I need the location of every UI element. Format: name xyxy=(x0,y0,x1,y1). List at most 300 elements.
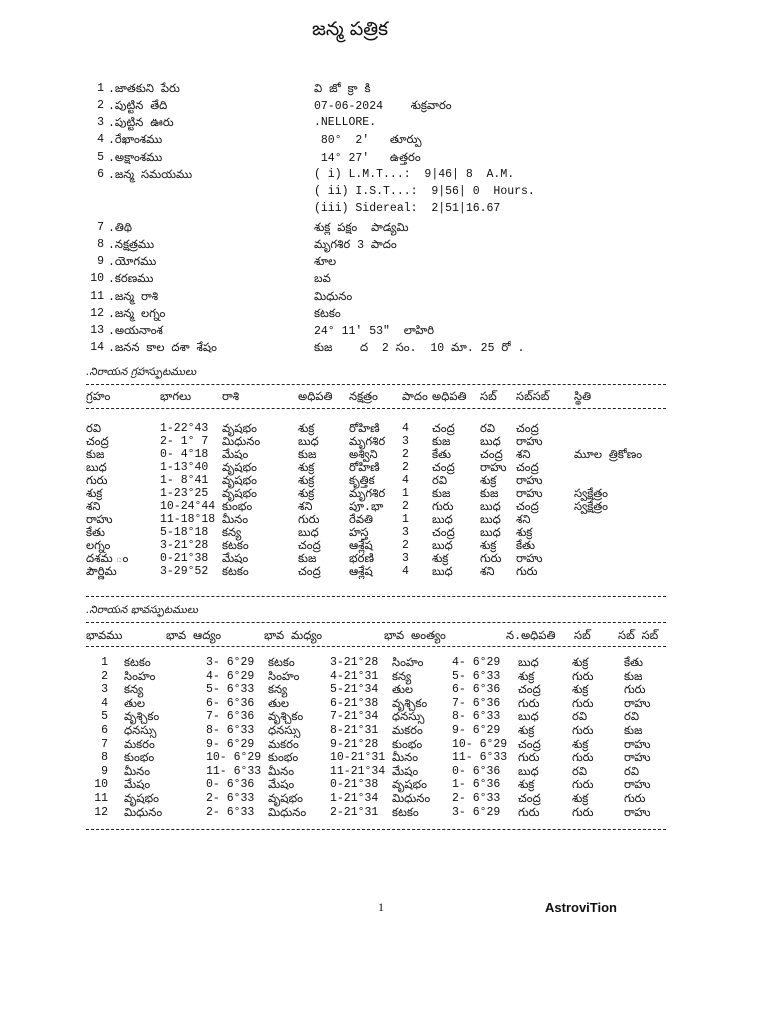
bhava-section-title: .నిరాయన భావస్ఫుటములు xyxy=(86,604,198,616)
detail-label: .కరణము xyxy=(108,273,154,286)
bhava-cell: 5 xyxy=(101,710,108,724)
planet-cell: 11-18°18 xyxy=(160,513,216,526)
detail-label: .అయనాంశ xyxy=(108,325,163,338)
planet-cell: 0- 4°18 xyxy=(160,448,209,461)
bhava-cell: గురు xyxy=(624,793,646,806)
divider xyxy=(86,384,666,385)
bhava-row xyxy=(0,765,768,779)
bhava-cell: 7- 6°36 xyxy=(452,696,501,710)
planet-row xyxy=(0,552,768,566)
bhava-cell: 1-21°34 xyxy=(330,792,379,805)
bhava-cell: కుంభం xyxy=(392,738,423,752)
bhava-cell: 0- 6°36 xyxy=(452,764,501,778)
bhava-cell: మిధునం xyxy=(124,806,163,820)
bhava-cell: చంద్ర xyxy=(518,738,541,752)
planet-cell: బుధ xyxy=(480,501,501,514)
detail-label: .రేఖాంశము xyxy=(108,134,163,147)
planet-row xyxy=(0,539,768,553)
planet-cell: 2 xyxy=(402,448,409,461)
planet-cell: కేతు xyxy=(86,527,105,540)
planet-cell: బుధ xyxy=(432,566,453,579)
bhava-col-header: సబ్ సబ్ xyxy=(618,630,659,643)
planet-cell: వృషభం xyxy=(222,488,257,501)
planet-cell: ఆశ్లేష xyxy=(349,566,373,579)
bhava-cell: 1 xyxy=(101,656,108,669)
bhava-row xyxy=(0,738,768,752)
planet-cell: శుక్ర xyxy=(298,488,315,501)
bhava-row xyxy=(0,792,768,806)
planet-cell: బుధ xyxy=(480,436,501,449)
bhava-cell: మీనం xyxy=(392,752,419,766)
divider xyxy=(86,829,666,830)
bhava-cell: 9- 6°29 xyxy=(206,737,255,751)
planet-cell: రాహు xyxy=(516,553,543,566)
planet-cell: శని xyxy=(516,514,531,527)
detail-value: మిధునం xyxy=(314,291,353,304)
bhava-cell: మకరం xyxy=(392,725,423,738)
planet-cell: 1-22°43 xyxy=(160,422,209,435)
planet-cell: 2 xyxy=(402,539,409,552)
bhava-cell: 4 xyxy=(101,696,108,710)
bhava-cell: గురు xyxy=(624,684,646,698)
bhava-cell: కుజ xyxy=(624,725,643,738)
planet-cell: గురు xyxy=(516,566,538,579)
bhava-cell: మిధునం xyxy=(268,806,307,820)
planet-cell: 2 xyxy=(402,500,409,513)
bhava-cell: కన్య xyxy=(268,684,288,698)
planet-cell: కృత్తిక xyxy=(349,475,375,488)
bhava-cell: వృశ్చికం xyxy=(268,711,304,725)
bhava-cell: 10- 6°29 xyxy=(452,737,508,751)
planet-row xyxy=(0,500,768,514)
bhava-cell: చంద్ర xyxy=(518,793,541,806)
detail-label: .పుట్టిన తేది xyxy=(108,100,168,113)
planet-cell: చంద్ర xyxy=(432,423,455,436)
detail-label: .జనన కాల దశా శేషం xyxy=(108,342,217,355)
planet-cell: వృషభం xyxy=(222,475,257,488)
bhava-cell: కటకం xyxy=(268,657,295,670)
bhava-cell: గురు xyxy=(572,779,594,793)
planet-cell: శని xyxy=(298,501,313,514)
planet-cell: కుజ xyxy=(480,488,499,501)
detail-value: ( i) L.M.T...: 9|46| 8 A.M. xyxy=(314,168,515,181)
page-number: 1 xyxy=(378,900,384,914)
bhava-cell: శుక్ర xyxy=(518,779,535,793)
bhava-cell: 3-21°28 xyxy=(330,656,379,669)
bhava-cell: శుక్ర xyxy=(572,738,589,752)
brand-name: AstroviTion xyxy=(545,900,617,915)
bhava-cell: ధనస్సు xyxy=(124,725,157,738)
bhava-cell: గురు xyxy=(572,752,594,766)
planet-cell: భరణి xyxy=(349,553,374,566)
planet-cell: హస్త xyxy=(349,527,369,540)
bhava-cell: శుక్ర xyxy=(518,725,535,738)
planet-cell: ఆశ్లేష xyxy=(349,540,373,553)
bhava-cell: బుధ xyxy=(518,657,539,670)
bhava-cell: కుజ xyxy=(624,670,643,684)
bhava-cell: రాహు xyxy=(624,697,651,711)
bhava-cell: వృషభం xyxy=(124,793,159,806)
bhava-cell: గురు xyxy=(572,806,594,820)
bhava-cell: తుల xyxy=(268,697,290,711)
planet-cell: బుధ xyxy=(86,462,107,475)
detail-value: 07-06-2024 శుక్రవారం xyxy=(314,100,452,113)
bhava-cell: గురు xyxy=(572,670,594,684)
planet-cell: మిధునం xyxy=(222,436,261,449)
detail-value: 24° 11' 53" లాహిరి xyxy=(314,325,435,338)
bhava-row xyxy=(0,778,768,792)
planet-cell: వృషభం xyxy=(222,423,257,436)
planet-cell: రవి xyxy=(480,423,495,436)
bhava-col-header: సబ్ xyxy=(574,630,591,643)
bhava-cell: 5- 6°33 xyxy=(206,683,255,697)
planet-cell: మూల త్రికోణం xyxy=(574,449,643,462)
bhava-cell: 10-21°31 xyxy=(330,751,386,765)
bhava-cell: 5- 6°33 xyxy=(452,669,501,683)
bhava-cell: 10- 6°29 xyxy=(206,751,262,765)
planet-cell: 2 xyxy=(402,461,409,474)
planet-cell: రాహు xyxy=(516,488,543,501)
bhava-cell: 6- 6°36 xyxy=(206,696,255,710)
planet-cell: 3-21°28 xyxy=(160,539,209,552)
planets-col-header: అధిపతి xyxy=(432,391,467,404)
bhava-cell: మీనం xyxy=(268,765,295,779)
bhava-cell: రాహు xyxy=(624,806,651,820)
bhava-cell: 2- 6°33 xyxy=(206,805,255,819)
bhava-cell: కుంభం xyxy=(124,752,155,766)
planets-col-header: గ్రహం xyxy=(86,391,111,404)
bhava-cell: 2- 6°33 xyxy=(206,792,255,805)
planet-cell: రాహు xyxy=(516,436,543,449)
bhava-cell: 3- 6°29 xyxy=(452,805,501,819)
detail-value: శుక్ల పక్షం పాడ్యమి xyxy=(314,222,409,235)
bhava-cell: 10 xyxy=(94,778,108,792)
planet-cell: కుజ xyxy=(432,488,451,501)
detail-number: 2 xyxy=(97,99,104,112)
planets-col-header: అధిపతి xyxy=(298,391,333,404)
planet-row xyxy=(0,487,768,501)
bhava-cell: గురు xyxy=(572,697,594,711)
bhava-cell: రవి xyxy=(624,765,639,779)
bhava-cell: ధనస్సు xyxy=(392,711,425,725)
bhava-cell: శుక్ర xyxy=(518,670,535,684)
detail-value: శూల xyxy=(314,256,337,269)
planet-cell: శుక్ర xyxy=(298,475,315,488)
planet-cell: చంద్ర xyxy=(298,566,321,579)
detail-label: .అక్షాంశము xyxy=(108,152,163,165)
planet-cell: శుక్ర xyxy=(298,423,315,436)
planet-cell: కన్య xyxy=(222,527,242,540)
planet-cell: చంద్ర xyxy=(86,436,109,449)
detail-number: 10 xyxy=(90,272,104,285)
bhava-cell: కేతు xyxy=(624,657,643,670)
detail-label: .తిథి xyxy=(108,222,133,235)
bhava-cell: రవి xyxy=(624,711,639,725)
planet-cell: 2- 1° 7 xyxy=(160,435,209,448)
bhava-cell: 11-21°34 xyxy=(330,764,386,778)
planet-cell: మేషం xyxy=(222,449,249,462)
detail-label: .యోగము xyxy=(108,256,157,269)
planets-col-header: రాశి xyxy=(222,391,240,404)
planets-col-header: సబ్‌సబ్ xyxy=(516,391,550,404)
planet-cell: రోహిణి xyxy=(349,462,380,475)
planet-cell: శుక్ర xyxy=(298,462,315,475)
planet-cell: రాహు xyxy=(516,475,543,488)
bhava-table-header xyxy=(0,629,768,643)
detail-value: ( ii) I.S.T...: 9|56| 0 Hours. xyxy=(314,185,535,198)
bhava-row xyxy=(0,710,768,724)
divider xyxy=(86,596,666,597)
planet-cell: 1- 8°41 xyxy=(160,474,209,487)
planet-cell: 3 xyxy=(402,526,409,539)
planets-col-header: భాగలు xyxy=(160,391,192,404)
detail-number: 6 xyxy=(97,168,104,181)
detail-label: .నక్షత్రము xyxy=(108,239,155,252)
bhava-cell: గురు xyxy=(518,752,540,766)
planet-cell: మృగశిర xyxy=(349,488,386,501)
planets-table-header xyxy=(0,390,768,404)
bhava-col-header: భావ అంత్యం xyxy=(384,630,446,643)
bhava-cell: 3 xyxy=(101,683,108,697)
planet-cell: కేతు xyxy=(516,540,535,553)
planet-row xyxy=(0,435,768,449)
planet-cell: 5-18°18 xyxy=(160,526,209,539)
bhava-cell: వృషభం xyxy=(268,793,303,806)
planet-cell: రాహు xyxy=(86,514,113,527)
planet-row xyxy=(0,513,768,527)
detail-value: వి జో క్రా కి xyxy=(314,83,371,96)
planet-cell: పూ.భా xyxy=(349,501,384,514)
detail-number: 5 xyxy=(97,151,104,164)
bhava-cell: 8- 6°33 xyxy=(452,710,501,724)
planet-cell: స్వక్షేత్రం xyxy=(574,501,608,514)
planet-cell: 4 xyxy=(402,565,409,578)
bhava-cell: బుధ xyxy=(518,765,539,779)
planet-cell: కటకం xyxy=(222,566,249,579)
planet-cell: 1-13°40 xyxy=(160,461,209,474)
planet-cell: 10-24°44 xyxy=(160,500,216,513)
detail-number: 1 xyxy=(97,82,104,95)
planet-cell: కేతు xyxy=(432,449,451,462)
bhava-cell: కటకం xyxy=(392,806,419,820)
bhava-cell: సింహం xyxy=(124,670,156,684)
planet-cell: శుక్ర xyxy=(516,527,533,540)
planet-cell: కటకం xyxy=(222,540,249,553)
planet-cell: మేషం xyxy=(222,553,249,566)
bhava-cell: కుంభం xyxy=(268,752,299,766)
detail-number: 9 xyxy=(97,255,104,268)
bhava-cell: మిధునం xyxy=(392,793,431,806)
planet-cell: దశమ ం xyxy=(86,553,129,566)
bhava-cell: కన్య xyxy=(124,684,144,698)
bhava-cell: 0-21°38 xyxy=(330,778,379,792)
planet-cell: మీనం xyxy=(222,514,249,527)
planet-cell: బుధ xyxy=(432,540,453,553)
detail-number: 11 xyxy=(90,290,104,303)
bhava-cell: 4- 6°29 xyxy=(452,656,501,669)
planet-cell: శుక్ర xyxy=(480,475,497,488)
bhava-cell: ధనస్సు xyxy=(268,725,301,738)
bhava-col-header: భావము xyxy=(86,630,123,643)
planets-col-header: నక్షత్రం xyxy=(349,391,378,404)
bhava-row xyxy=(0,683,768,697)
bhava-row xyxy=(0,806,768,820)
planet-cell: బుధ xyxy=(298,436,319,449)
bhava-cell: మకరం xyxy=(268,738,299,752)
planet-cell: శుక్ర xyxy=(86,488,103,501)
planet-cell: 1-23°25 xyxy=(160,487,209,500)
detail-value: కుజ ద 2 సం. 10 మా. 25 రో . xyxy=(314,342,525,355)
bhava-cell: మీనం xyxy=(124,765,151,779)
bhava-cell: 7- 6°36 xyxy=(206,710,255,724)
planet-cell: చంద్ర xyxy=(516,501,539,514)
bhava-cell: చంద్ర xyxy=(518,684,541,698)
bhava-col-header: భావ మధ్యం xyxy=(264,630,323,643)
bhava-cell: 3- 6°29 xyxy=(206,656,255,669)
bhava-cell: 9 xyxy=(101,764,108,778)
bhava-cell: గురు xyxy=(518,806,540,820)
bhava-cell: 4- 6°29 xyxy=(206,669,255,683)
planet-cell: బుధ xyxy=(480,514,501,527)
bhava-cell: రాహు xyxy=(624,779,651,793)
detail-number: 7 xyxy=(97,221,104,234)
bhava-cell: శుక్ర xyxy=(572,657,589,670)
planet-cell: రవి xyxy=(86,423,101,436)
planets-section-title: .నిరాయన గ్రహస్ఫుటములు xyxy=(86,366,197,378)
planet-cell: 3 xyxy=(402,552,409,565)
detail-label: .జన్మ సమయము xyxy=(108,169,193,182)
detail-value: 80° 2' తూర్పు xyxy=(314,134,422,147)
detail-value: బవ xyxy=(314,273,331,286)
planet-cell: 0-21°38 xyxy=(160,552,209,565)
detail-value: మృగశిర 3 పాదం xyxy=(314,239,397,252)
planet-cell: అశ్విని xyxy=(349,449,378,462)
planet-cell: చంద్ర xyxy=(516,462,539,475)
bhava-cell: రాహు xyxy=(624,752,651,766)
planet-cell: లగ్నం xyxy=(86,540,111,553)
bhava-cell: శుక్ర xyxy=(572,793,589,806)
divider xyxy=(86,408,666,409)
bhava-cell: మేషం xyxy=(124,779,151,793)
bhava-cell: కటకం xyxy=(124,657,151,670)
planet-row xyxy=(0,565,768,579)
planet-cell: గురు xyxy=(298,514,320,527)
bhava-cell: గురు xyxy=(518,697,540,711)
bhava-cell: తుల xyxy=(124,697,146,711)
bhava-cell: వృశ్చికం xyxy=(124,711,160,725)
bhava-row xyxy=(0,724,768,738)
bhava-cell: 5-21°34 xyxy=(330,683,379,697)
bhava-cell: 2-21°31 xyxy=(330,805,379,819)
detail-number: 12 xyxy=(90,307,104,320)
planet-cell: బుధ xyxy=(432,514,453,527)
bhava-cell: 11- 6°33 xyxy=(452,751,508,765)
planet-cell: స్వక్షేత్రం xyxy=(574,488,608,501)
bhava-row xyxy=(0,670,768,684)
detail-number: 3 xyxy=(97,116,104,129)
bhava-row xyxy=(0,656,768,670)
planet-cell: చంద్ర xyxy=(432,462,455,475)
planet-cell: చంద్ర xyxy=(432,527,455,540)
bhava-cell: 9-21°28 xyxy=(330,737,379,751)
planet-cell: రేవతి xyxy=(349,514,373,527)
bhava-cell: 0- 6°36 xyxy=(206,778,255,792)
bhava-cell: రవి xyxy=(572,765,587,779)
planet-cell: గురు xyxy=(86,475,108,488)
planet-cell: కుజ xyxy=(86,449,105,462)
detail-number: 13 xyxy=(90,324,104,337)
bhava-cell: 11- 6°33 xyxy=(206,764,262,778)
bhava-cell: సింహం xyxy=(268,670,300,684)
bhava-cell: సింహం xyxy=(392,657,424,670)
bhava-cell: వృశ్చికం xyxy=(392,697,428,711)
planet-cell: చంద్ర xyxy=(298,540,321,553)
planet-cell: మృగశిర xyxy=(349,436,386,449)
planet-cell: రవి xyxy=(432,475,447,488)
planet-cell: శని xyxy=(480,566,495,579)
bhava-cell: 2 xyxy=(101,669,108,683)
planet-cell: వృషభం xyxy=(222,462,257,475)
bhava-cell: 6- 6°36 xyxy=(452,683,501,697)
detail-label: .పుట్టిన ఊరు xyxy=(108,117,174,130)
bhava-cell: కన్య xyxy=(392,670,412,684)
detail-label: .జన్మ లగ్నం xyxy=(108,308,166,321)
bhava-cell: 7 xyxy=(101,737,108,751)
bhava-cell: 12 xyxy=(94,805,108,819)
planet-cell: గురు xyxy=(480,553,502,566)
bhava-cell: మేషం xyxy=(392,765,419,779)
bhava-cell: 6-21°38 xyxy=(330,696,379,710)
planet-cell: శని xyxy=(86,501,101,514)
bhava-row xyxy=(0,751,768,765)
planet-cell: శని xyxy=(516,449,531,462)
detail-value: 14° 27' ఉత్తరం xyxy=(314,152,421,165)
bhava-cell: 2- 6°33 xyxy=(452,792,501,805)
bhava-col-header: భావ ఆద్యం xyxy=(166,630,222,643)
detail-label: .జాతకుని పేరు xyxy=(108,83,180,96)
planet-cell: శుక్ర xyxy=(432,553,449,566)
planet-cell: కుజ xyxy=(432,436,451,449)
planet-row xyxy=(0,474,768,488)
page-title: జన్మ పత్రిక xyxy=(311,18,389,40)
bhava-cell: 11 xyxy=(94,792,108,805)
bhava-cell: 8-21°31 xyxy=(330,724,379,737)
bhava-cell: గురు xyxy=(572,725,594,738)
bhava-cell: 8- 6°33 xyxy=(206,724,255,737)
planet-cell: 3-29°52 xyxy=(160,565,209,578)
bhava-cell: 4-21°31 xyxy=(330,669,379,683)
planet-row xyxy=(0,422,768,436)
planet-cell: పౌర్ణిమ xyxy=(86,566,117,579)
bhava-cell: వృషభం xyxy=(392,779,427,793)
bhava-cell: శుక్ర xyxy=(572,684,589,698)
planets-col-header: స్థితి xyxy=(574,391,592,404)
detail-label: .జన్మ రాశి xyxy=(108,291,159,304)
bhava-cell: 1- 6°36 xyxy=(452,778,501,792)
planet-cell: రోహిణి xyxy=(349,423,380,436)
bhava-cell: బుధ xyxy=(518,711,539,725)
detail-number: 8 xyxy=(97,238,104,251)
detail-number: 4 xyxy=(97,133,104,146)
bhava-cell: తుల xyxy=(392,684,414,698)
divider xyxy=(86,646,666,647)
bhava-cell: రాహు xyxy=(624,738,651,752)
planet-cell: కుంభం xyxy=(222,501,253,514)
planet-cell: 3 xyxy=(402,435,409,448)
bhava-cell: 7-21°34 xyxy=(330,710,379,724)
planet-cell: చంద్ర xyxy=(480,449,503,462)
bhava-cell: 8 xyxy=(101,751,108,765)
